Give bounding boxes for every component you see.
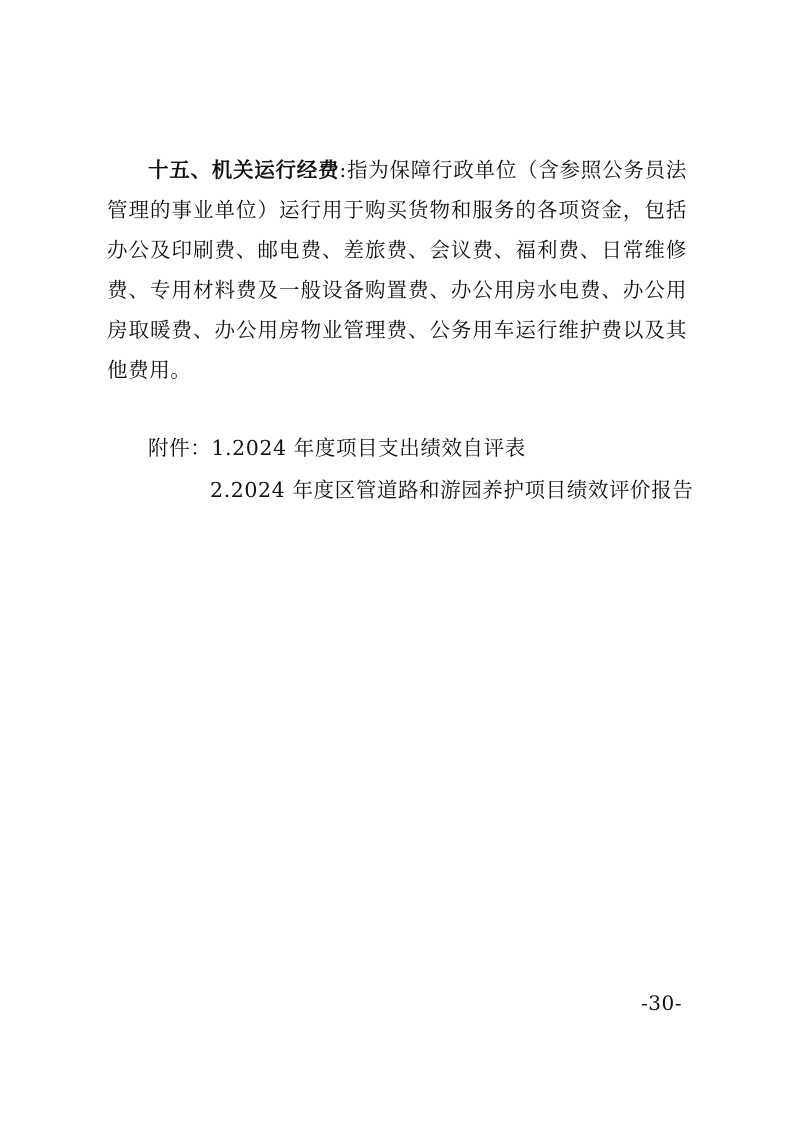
attachment-line-2	[210, 470, 693, 510]
section-colon: :	[339, 158, 347, 182]
page-number: -30-	[641, 991, 682, 1015]
attachment-line-1	[148, 428, 526, 468]
section-definition: 指为保障行政单位（含参照公务员法管理的事业单位）运行用于购买货物和服务的各项资金，包括办公及印刷费、邮电费、差旅费、会议费、福利费、日常维修费、专用材料费及一般设备购置费、办公用房水电费、办公用房取暖费、办公用房物业管理费、公务用车运行维护费以及其他费用。	[107, 158, 687, 382]
attachment-prefix: 附件：	[148, 436, 212, 460]
attachment-item: 2.2024 年度区管道路和游园养护项目绩效评价报告	[210, 478, 694, 502]
attachment-item: 1.2024 年度项目支出绩效自评表	[211, 436, 526, 460]
section-term: 十五、机关运行经费	[148, 158, 340, 182]
section-paragraph	[107, 150, 687, 390]
